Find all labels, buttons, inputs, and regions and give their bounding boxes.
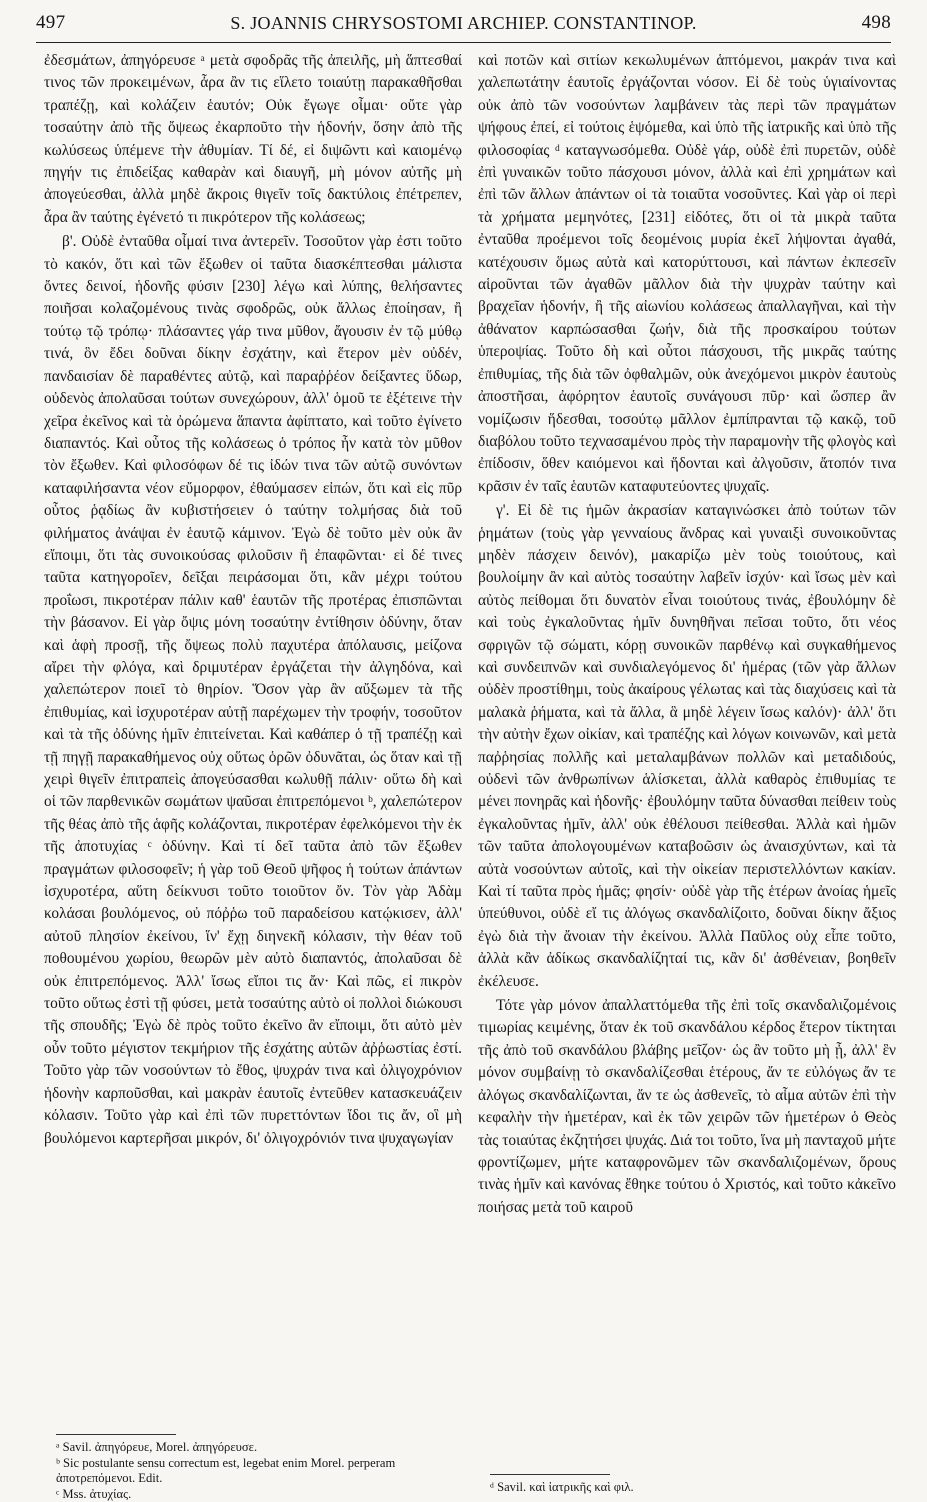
right-paragraph-1: καὶ ποτῶν καὶ σιτίων κεκωλυμένων ἁπτόμενοι, μακράν τινα καὶ χαλεπωτάτην ἑαυτοῖς ἐργάζονται νόσον. Εἰ δὲ τοὺς ὑγιαίνοντας οὐκ ἀπὸ τῶν νοσούντων λαμβάνειν τὰς περὶ τῶν πραγμάτων ψήφους ἐπεί, εἰ τούτοις ἑψόμεθα, καὶ ὑπὸ τῆς ἰατρικῆς καὶ ὑπὸ τῆς φιλοσοφίας ᵈ καταγνωσόμεθα. Οὐδὲ γάρ, οὐδὲ ἐπὶ πυρετῶν, οὐδὲ ἐπὶ γυναικῶν τοῦτο πάσχουσι μόνον, ἀλλὰ καὶ ἐπὶ χρημάτων καὶ ἐπὶ τῶν ἄλλων ἁπάντων οἱ τὰ τοιαῦτα νοσοῦντες. Καὶ γὰρ οἱ περὶ τὰ χρήματα μεμηνότες, [231] εἰδότες, ὅτι οἱ τὰ μικρὰ ταῦτα ἐνταῦθα προέμενοι τοῖς δεομένοις μυρία ἐκεῖ λήψονται ἀγαθά, κατέχουσιν ὅμως αὐτὰ καὶ κατορύττουσι, καὶ πάντων ἐκπεσεῖν αἱροῦνται τῶν ἀγαθῶν μᾶλλον διὰ τὴν ψυχρὰν ταύτην καὶ βραχεῖαν ἡδονήν, ἢ τῆς αἰωνίου κολάσεως ἀπαλλαγῆναι, καὶ τὴν ἀθάνατον καρπώσασθαι ζωήν, διὰ τῆς προσκαίρου τούτων ὑπεροψίας. Τοῦτο δὴ καὶ οὗτοι πάσχουσι, τῆς μικρᾶς ταύτης ἐπιθυμίας, τῆς διὰ τῶν ὀφθαλμῶν, οὐκ ἀνεχόμενοι μικρὸν ἑαυτοὺς ἀποστῆσαι, ἀφόρητον ἑαυτοῖς συνάγουσι πῦρ· καὶ ὥσπερ ἂν νομίζωσιν ἥδεσθαι, τοσούτῳ μᾶλλον ἐμπίπρανται τῷ κακῷ, τοῦ διαβόλου τοῦτο τεχνασαμένου πρὸς τὴν παραμονὴν τῆς φλογὸς καὶ ἐπίδοσιν, ὅθεν καιόμενοι καὶ ἥδονται καὶ ἀλγοῦσιν, ἄτοπόν τινα κρᾶσιν ἐν ταῖς ἑαυτῶν καταφυτεύοντες ψυχαῖς. [478,50,896,498]
footnote-b: ᵇ Sic postulante sensu correctum est, legebat enim Morel. perperam ἀποτρεπόμενοι. Edit. [56,1456,456,1487]
left-column [44,50,462,1150]
left-footnotes [56,1440,456,1502]
right-paragraph-2: γ'. Εἰ δὲ τις ἡμῶν ἀκρασίαν καταγινώσκει ἀπὸ τούτων τῶν ῥημάτων (τοὺς γὰρ γενναίους ἄνδρας καὶ γυναιξὶ συνοικοῦντας μηδὲν πάσχειν δεινόν), μακαρίζω μὲν τοὺς τοιούτους, καὶ βουλοίμην ἂν καὶ αὐτὸς τοσαύτην λαβεῖν ἰσχύν· καὶ ἴσως μὲν καὶ αὐτὸς πείθομαι ὅτι δυνατὸν εἶναι τοιούτους τινάς, ἐβουλόμην δὲ καὶ τοὺς ἐγκαλοῦντας ἡμῖν δυνηθῆναι πεῖσαι τοῦτο, ὅτι νέος σφριγῶν τῷ σώματι, κόρῃ συνοικῶν παρθένῳ καὶ συγκαθήμενος καὶ συνδειπνῶν καὶ συνδιαλεγόμενος δι' ἡμέρας (τῶν γὰρ ἄλλων οὐδὲν προστίθημι, τοὺς ἀκαίρους γέλωτας καὶ τὰς διαχύσεις καὶ τὰ μαλακὰ ῥήματα, καὶ τὰ ἄλλα, ἃ μηδὲ λέγειν ἴσως καλόν)· ἀλλ' ὅτι τὴν αὐτὴν ἔχων οἰκίαν, καὶ τραπέζης καὶ λόγων κοινωνῶν, καὶ μετὰ παῤῥησίας πολλῆς καὶ μεταλαμβάνων πολλῶν καὶ μεταδιδούς, οὐδενὶ τῶν ἀνθρωπίνων ἁλίσκεται, ἀλλὰ καθαρὸς ἐπιθυμίας τε μένει πονηρᾶς καὶ ἡδονῆς· ἐβουλόμην ταῦτα δύνασθαι πείθειν τοὺς ἐγκαλοῦντας ἡμῖν, ἀλλ' οὐκ ἐθέλουσι πείθεσθαι. Ἀλλὰ καὶ ἡμῶν τῶν ταῦτα ἀπολογουμένων καταβοῶσιν ὡς ἀναισχύντων, καὶ τὰ αὐτὰ νοσούντων αὐτοῖς, καὶ τὴν οἰκείαν περιστελλόντων κακίαν. Καὶ τί ταῦτα πρὸς ἡμᾶς; φησίν· οὐδὲ γὰρ τῆς ἑτέρων ἀνοίας ἡμεῖς ὑπεύθυνοι, οὐδὲ εἴ τις ἀλόγως σκανδαλίζοιτο, δοῦναι δίκην ἄξιος ἐγὼ διὰ τὴν ἄνοιαν τὴν ἐκείνου. Ἀλλὰ Παῦλος οὐχ εἶπε τοῦτο, ἀλλὰ κἂν ἀδίκως σκανδαλίζηταί τις, κἂν δι' ἀσθένειαν, βοηθεῖν ἐκέλευσε. [478,500,896,993]
right-footnote-rule [490,1474,610,1475]
right-column [478,50,896,1219]
footnote-d: ᵈ Savil. καὶ ἰατρικῆς καὶ φιλ. [490,1480,890,1496]
running-header [36,6,891,40]
right-paragraph-3: Τότε γὰρ μόνον ἀπαλλαττόμεθα τῆς ἐπὶ τοῖς σκανδαλιζομένοις τιμωρίας κειμένης, ὅταν ἐκ τοῦ σκανδάλου κέρδος ἕτερον τίκτηται τῆς ἀπὸ τοῦ σκανδάλου βλάβης μεῖζον· ὡς ἂν τοῦτο μὴ ᾖ, ἀλλ' ἓν μόνον συμβαίνῃ τὸ σκανδαλίζεσθαι ἑτέρους, ἄν τε εὐλόγως ἄν τε ἀλόγως σκανδαλίζωνται, ἄν τε ὡς ἀσθενεῖς, τὸ αἷμα αὐτῶν ἐπὶ τὴν κεφαλὴν τὴν ἡμετέραν, καὶ ἐκ τῶν χειρῶν τῶν ἡμετέρων ὁ Θεὸς τὰς τοιαύτας ἐκζητήσει ψυχάς. Διά τοι τοῦτο, ἵνα μὴ πανταχοῦ μήτε φροντίζωμεν, μήτε καταφρονῶμεν τῶν σκανδαλιζομένων, ὅρους τινὰς ἡμῖν καὶ κανόνας ἔθηκε τούτου ὁ Χριστός, καὶ τοῦτο κἀκεῖνο ποιήσας μετὰ τοῦ καιροῦ [478,995,896,1219]
running-title: S. JOANNIS CHRYSOSTOMI ARCHIEP. CONSTANTINOP. [230,13,696,34]
footnote-c: ᶜ Mss. ἀτυχίας. [56,1487,456,1502]
right-footnotes [490,1480,890,1496]
left-paragraph-1: ἐδεσμάτων, ἀπηγόρευσε ᵃ μετὰ σφοδρᾶς τῆς ἀπειλῆς, μὴ ἅπτεσθαί τινος τῶν προκειμένων, ἆρα ἂν τις εἵλετο τοιαύτῃ παρακαθῆσθαι τραπέζῃ, καὶ κολάζειν ἑαυτόν; Οὐκ ἔγωγε οἶμαι· οὔτε γὰρ τοσαύτην ἀπὸ τῆς ὄψεως ἐκαρποῦτο τὴν ἡδονήν, ὅσην ἀπὸ τῆς κωλύσεως ὑπέμενε τὴν ἀθυμίαν. Τί δέ, εἰ διψῶντι καὶ καιομένῳ πηγήν τις ἐπιδείξας καθαρὰν καὶ διαυγῆ, μὴ μόνον αὐτῆς μὴ ἀπογεύεσθαι, ἀλλὰ μηδὲ ἄκροις θιγεῖν τοῖς δακτύλοις ἐπέτρεπεν, ἆρα ἂν ταύτης ἐγένετό τι πικρότερον τῆς κολάσεως; [44,50,462,229]
left-footnote-rule [56,1434,176,1435]
left-paragraph-2: β'. Οὐδὲ ἐνταῦθα οἶμαί τινα ἀντερεῖν. Τοσοῦτον γὰρ ἐστι τοῦτο τὸ κακόν, ὅτι καὶ τῶν ἔξωθεν οἱ ταῦτα διασκέπτεσθαι μάλιστα ὄντες δεινοί, ἡδονῆς φύσιν [230] λέγω καὶ λύπης, θελήσαντες ποιῆσαι κολαζομένους τινὰς σφοδρῶς, οὐκ ἄλλως ἐποίησαν, ἢ τούτῳ τῷ τρόπῳ· πλάσαντες γάρ τινα μῦθον, ἄγουσιν ἐν τῷ μύθῳ τινά, ὃν ἔδει δοῦναι δίκην ἐσχάτην, καὶ ἕτερον μὲν οὐδέν, πανδαισίαν δὲ παραθέντες αὐτῷ, καὶ παραῤῥέον δείξαντες ὕδωρ, οὐδενὸς ἀπολαῦσαι τούτων συνεχώρουν, ἀλλ' ὁμοῦ τε ἐξέτεινε τὴν χεῖρα ἐκεῖνος καὶ τὰ ὀρώμενα ἅπαντα ἀφίπτατο, καὶ τοῦτο ἐγίνετο διαπαντός. Καὶ οὗτος τῆς κολάσεως ὁ τρόπος ἦν κατὰ τὸν μῦθον τὸν ἔξωθεν. Καὶ φιλοσόφων δέ τις ἰδών τινα τῶν αὐτῷ συνόντων καταφιλήσαντα νέον εὔμορφον, ἐθαύμασεν εἰπών, ὅτι καὶ εἰς πῦρ οὗτος ῥᾳδίως ἂν κυβιστήσειεν ὁ ταύτην τολμήσας διὰ τοῦ φιλήματος ἀνάψαι ἐν ἑαυτῷ κάμινον. Ἐγὼ δὲ τοῦτο μὲν οὐκ ἂν εἴποιμι, ὅτι τὰς συνοικούσας φιλοῦσιν ἢ ἐπαφῶνται· εἰ δέ τινες ταῦτα κατηγοροῖεν, δεῖξαι πειράσομαι ὅτι, κἂν μέχρι τούτου προΐωσι, πικροτέραν πάλιν καθ' ἑαυτῶν τῆς προτέρας ἐπισπῶνται τὴν βάσανον. Εἰ γὰρ ὄψις μόνη τοσαύτην ἐντίθησιν ὀδύνην, ὅταν καὶ ἁφὴ προσῇ, τῆς ὄψεως πολὺ παχυτέρα ἀπόλαυσις, μείζονα αἴρει τὴν φλόγα, καὶ δριμυτέραν ἐργάζεται τὴν ἀλγηδόνα, καὶ χαλεπώτερον ποιεῖ τὸ θηρίον. Ὅσον γὰρ ἂν αὔξωμεν τὰ τῆς ἐπιθυμίας, καὶ ἰσχυροτέραν αὐτῇ παρέχωμεν τὴν τροφήν, τοσοῦτον καὶ τὰ τῆς ὀδύνης ἡμῖν ἐπιτείνεται. Καὶ καθάπερ ὁ τῇ τραπέζῃ καὶ τῇ πηγῇ παρακαθήμενος οὐχ οὕτως ὁρῶν ὀδυνᾶται, ὡς ὅταν καὶ τῇ χειρὶ θιγεῖν ἐπιτραπεὶς ἀπογεύσασθαι κωλυθῇ πάλιν· οὕτω δὴ καὶ οἱ τῶν παρθενικῶν σωμάτων ψαῦσαι ἐπιτρεπόμενοι ᵇ, χαλεπώτερον τῆς θέας ἀπὸ τῆς ἁφῆς κολάζονται, πικροτέραν ἐφελκόμενοι τὴν ἐκ τῆς ἀποτυχίας ᶜ ὀδύνην. Καὶ τί δεῖ ταῦτα ἀπὸ τῶν ἔξωθεν πραγμάτων φιλοσοφεῖν; ἡ γὰρ τοῦ Θεοῦ ψῆφος ἡ τούτων ἁπάντων ἰσχυροτέρα, αὕτη δείκνυσι τοῦτο τοιοῦτον ὄν. Τὸν γὰρ Ἀδὰμ κολάσαι βουλόμενος, οὐ πόῤῥω τοῦ παραδείσου κατῴκισεν, ἀλλ' αὐτοῦ πλησίον ἐκείνου, ἵν' ἔχῃ διηνεκῆ κόλασιν, τὴν θέαν τοῦ ποθουμένου χωρίου, θεωρῶν μὲν αὐτὸ διαπαντός, ἀπολαῦσαι δὲ οὐκ ἐπιτρεπόμενος. Ἀλλ' ἴσως εἴποι τις ἄν· Καὶ πῶς, εἰ πικρὸν τοῦτο οὕτως ἐστὶ τῇ φύσει, μετὰ τοσαύτης αὐτὸ οἱ πολλοὶ διώκουσι τῆς σπουδῆς; Ἐγὼ δὲ πρὸς τοῦτο ἐκεῖνο ἂν εἴποιμι, ὅτι αὐτὸ μὲν οὖν τοῦτο μέγιστον τεκμήριον τῆς ἐσχάτης αὐτῶν ἀῤῥωστίας ἐστί. Τοῦτο γὰρ τῶν νοσούντων τὸ ἔθος, ψυχράν τινα καὶ ὀλιγοχρόνιον ἡδονὴν καρποῦσθαι, καὶ μακρὰν ἑαυτοῖς ἐντεῦθεν κατασκευάζειν κόλασιν. Τοῦτο γὰρ καὶ ἐπὶ τῶν πυρεττόντων ἴδοι τις ἄν, οἳ μὴ βουλόμενοι καρτερῆσαι μικρόν, δι' ὀλιγοχρόνιόν τινα ψυχαγωγίαν [44,231,462,1150]
page-number-right: 498 [862,12,891,34]
footnote-a: ᵃ Savil. ἀπηγόρευε, Morel. ἀπηγόρευσε. [56,1440,456,1456]
header-rule [36,42,891,43]
page-number-left: 497 [36,12,65,34]
